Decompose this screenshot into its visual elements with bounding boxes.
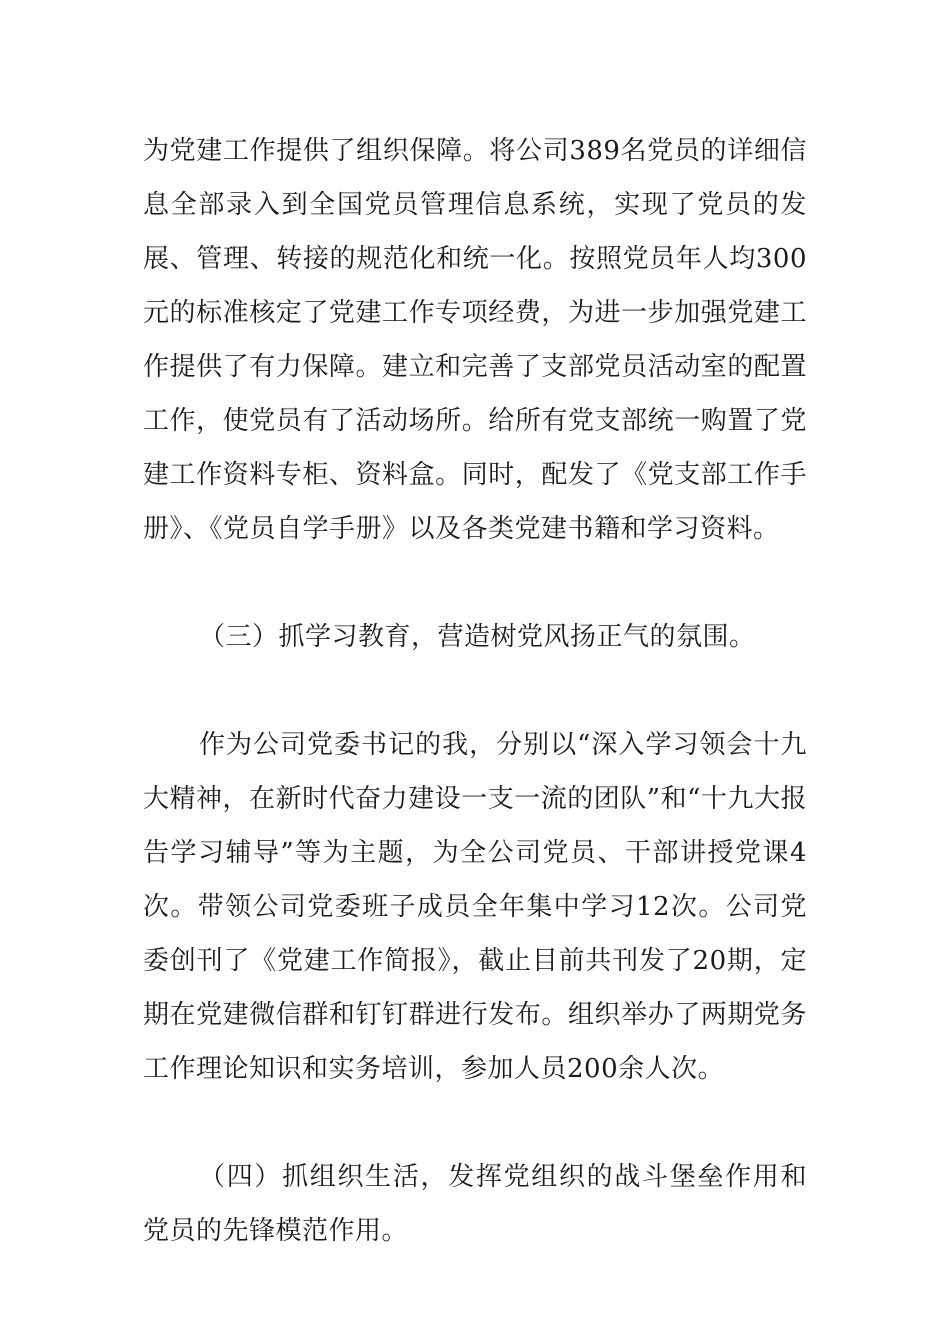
section-heading-study-education: （三）抓学习教育，营造树党风扬正气的氛围。 bbox=[199, 622, 756, 652]
paragraph-party-secretary-lectures: 作为公司党委书记的我，分别以“深入学习领会十九大精神，在新时代奋力建设一支一流的团队”和“十九大报告学习辅导”等为主题，为全公司党员、干部讲授党课4次。带领公司党委班子成员全年集中学习12次。公司党委创刊了《党建工作简报》，截止目前共刊发了20期，定期在党建微信群和钉钉群进行发布。组织举办了两期党务工作理论知识和实务培训，参加人员200余人次。 bbox=[143, 730, 807, 1084]
section-heading-organizational-life: （四）抓组织生活，发挥党组织的战斗堡垒作用和党员的先锋模范作用。 bbox=[143, 1162, 807, 1246]
paragraph-spacer bbox=[143, 1096, 807, 1150]
paragraph-spacer bbox=[143, 556, 807, 610]
paragraph-party-building-guarantee: 为党建工作提供了组织保障。将公司389名党员的详细信息全部录入到全国党员管理信息系统，实现了党员的发展、管理、转接的规范化和统一化。按照党员年人均300元的标准核定了党建工作专项经费，为进一步加强党建工作提供了有力保障。建立和完善了支部党员活动室的配置工作，使党员有了活动场所。给所有党支部统一购置了党建工作资料专柜、资料盒。同时，配发了《党支部工作手册》、《党员自学手册》以及各类党建书籍和学习资料。 bbox=[143, 136, 807, 544]
paragraph-spacer bbox=[143, 664, 807, 718]
document-body bbox=[143, 124, 807, 1258]
